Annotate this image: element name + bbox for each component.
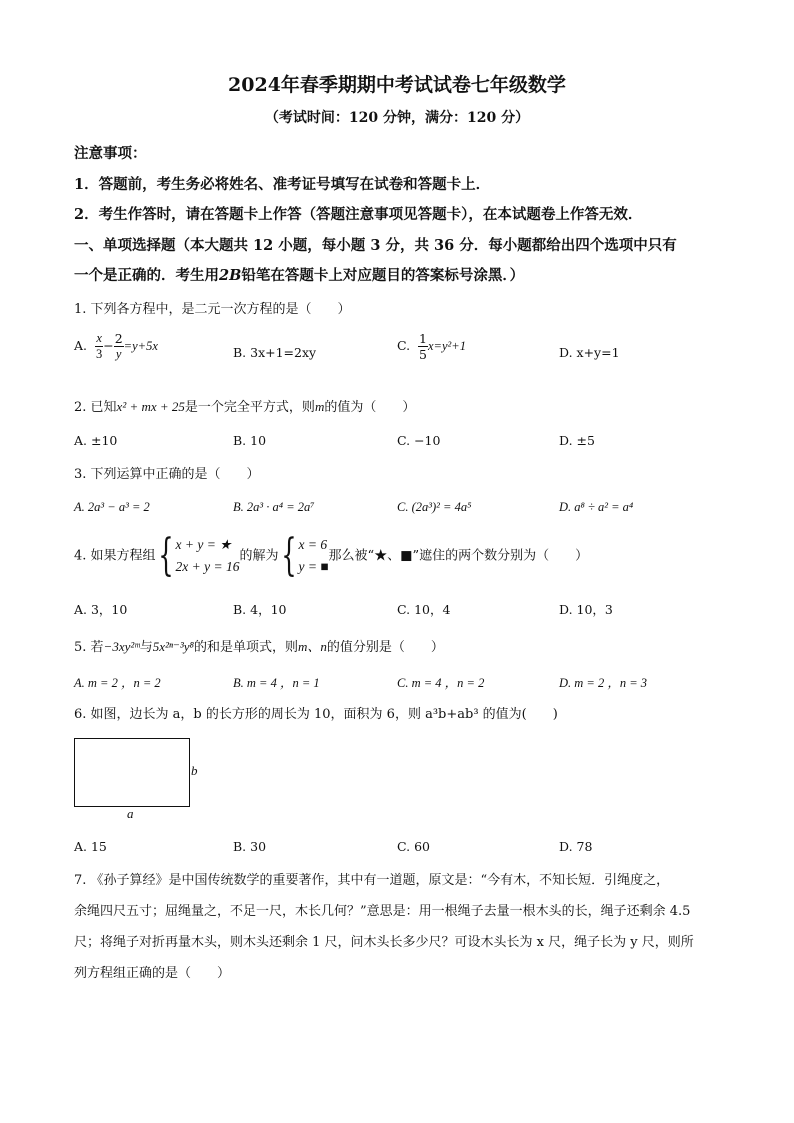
question-1-stem: 1. 下列各方程中，是二元一次方程的是（ ） bbox=[74, 302, 351, 317]
option-label: A. bbox=[74, 338, 88, 353]
section-heading-text-b: 铅笔在答题卡上对应题目的答案标号涂黑．） bbox=[241, 267, 525, 284]
section-heading-text-a: 一个是正确的．考生用 bbox=[74, 267, 219, 284]
question-3-option-c: C. (2a³)² = 4a⁵ bbox=[397, 500, 472, 514]
question-5-stem: 5. 若−3xy²ᵐ与5x²ⁿ⁻³y⁸的和是单项式，则m、n的值分别是（ ） bbox=[74, 639, 444, 655]
question-4-option-c: C. 10，4 bbox=[397, 602, 451, 617]
fraction-x-over-3: $\frac{x}{3}$ bbox=[95, 331, 103, 361]
math-expression: x² + mx + 25 bbox=[116, 399, 185, 414]
question-3-option-d: D. a⁸ ÷ a² = a⁴ bbox=[559, 500, 634, 514]
left-brace: { bbox=[280, 530, 297, 581]
question-5-option-c: C. m = 4 ，n = 2 bbox=[397, 676, 485, 690]
question-1-option-a: A. $\frac{x}{3}$ − $\frac{2}{y}$ =y+5x bbox=[74, 331, 158, 361]
question-6-option-c: C. 60 bbox=[397, 839, 430, 854]
left-brace: { bbox=[157, 530, 174, 581]
solution-system: x = 6 y = ■ bbox=[298, 537, 329, 574]
question-1-option-c: C. $\frac{1}{5}$ x=y²+1 bbox=[397, 331, 466, 362]
question-5-option-b: B. m = 4 ，n = 1 bbox=[233, 676, 320, 690]
question-3-option-a: A. 2a³ − a³ = 2 bbox=[74, 500, 150, 514]
question-2-option-c: C. −10 bbox=[397, 433, 441, 448]
question-5-option-d: D. m = 2 ，n = 3 bbox=[559, 676, 648, 690]
question-4-option-b: B. 4，10 bbox=[233, 602, 287, 617]
notice-item-2: 2．考生作答时，请在答题卡上作答（答题注意事项见答题卡），在本试题卷上作答无效． bbox=[74, 206, 643, 223]
question-4-option-d: D. 10，3 bbox=[559, 602, 613, 617]
exam-subtitle: （考试时间：120 分钟，满分：120 分） bbox=[264, 110, 530, 126]
monomial-1: −3xy²ᵐ bbox=[103, 639, 140, 654]
question-1-option-d: D. x+y=1 bbox=[559, 345, 620, 360]
question-4-option-a: A. 3，10 bbox=[74, 602, 128, 617]
monomial-2: 5x²ⁿ⁻³y⁸ bbox=[152, 639, 195, 654]
question-7-line-4: 列方程组正确的是（ ） bbox=[74, 966, 231, 981]
question-2-option-a: A. ±10 bbox=[74, 433, 118, 448]
question-7-line-2: 余绳四尺五寸；屈绳量之，不足一尺，木长几何？”意思是：用一根绳子去量一根木头的长，绳子还剩余 4.5 bbox=[74, 904, 691, 919]
question-1-option-b: B. 3x+1=2xy bbox=[233, 345, 317, 360]
page-title: 2024年春季期期中考试试卷七年级数学 bbox=[228, 74, 566, 96]
question-2-stem: 2. 已知x² + mx + 25是一个完全平方式，则m的值为（ ） bbox=[74, 399, 416, 415]
question-2-option-b: B. 10 bbox=[233, 433, 267, 448]
question-3-stem: 3. 下列运算中正确的是（ ） bbox=[74, 467, 260, 482]
question-6-option-d: D. 78 bbox=[559, 839, 593, 854]
question-6-stem: 6. 如图，边长为 a，b 的长方形的周长为 10，面积为 6，则 a³b+ab³ 的值为( ) bbox=[74, 707, 558, 722]
question-6-option-a: A. 15 bbox=[74, 839, 107, 854]
question-3-option-b: B. 2a³ · a⁴ = 2a⁷ bbox=[233, 500, 315, 514]
question-5-option-a: A. m = 2 ，n = 2 bbox=[74, 676, 161, 690]
question-2-option-d: D. ±5 bbox=[559, 433, 595, 448]
section-heading-line2 bbox=[74, 264, 524, 285]
rectangle-label-a: a bbox=[127, 806, 134, 821]
question-7-line-1: 7. 《孙子算经》是中国传统数学的重要著作，其中有一道题，原文是：“今有木，不知长短．引绳度之， bbox=[74, 873, 670, 888]
fraction-2-over-y: $\frac{2}{y}$ bbox=[114, 331, 123, 361]
notice-heading: 注意事项： bbox=[74, 145, 147, 162]
fraction-1-over-5: $\frac{1}{5}$ bbox=[419, 331, 427, 362]
question-7-line-3: 尺；将绳子对折再量木头，则木头还剩余 1 尺，问木头长多少尺？可设木头长为 x 尺，绳子长为 y 尺，则所 bbox=[74, 935, 694, 950]
equation-system: x + y = ★ 2x + y = 16 bbox=[175, 537, 240, 574]
rectangle-figure bbox=[74, 738, 190, 807]
question-4-stem: 4. 如果方程组{ x + y = ★ 2x + y = 16 的解为{ x = 6 y = ■ 那么被“★、■”遮住的两个数分别为（ ） bbox=[74, 530, 589, 581]
rectangle-label-b: b bbox=[191, 763, 198, 778]
notice-item-1: 1．答题前，考生务必将姓名、准考证号填写在试卷和答题卡上． bbox=[74, 176, 491, 193]
section-heading-line1: 一、单项选择题（本大题共 12 小题，每小题 3 分，共 36 分．每小题都给出四个选项中只有 bbox=[74, 237, 677, 254]
pencil-grade: 2B bbox=[219, 267, 242, 284]
question-6-option-b: B. 30 bbox=[233, 839, 267, 854]
